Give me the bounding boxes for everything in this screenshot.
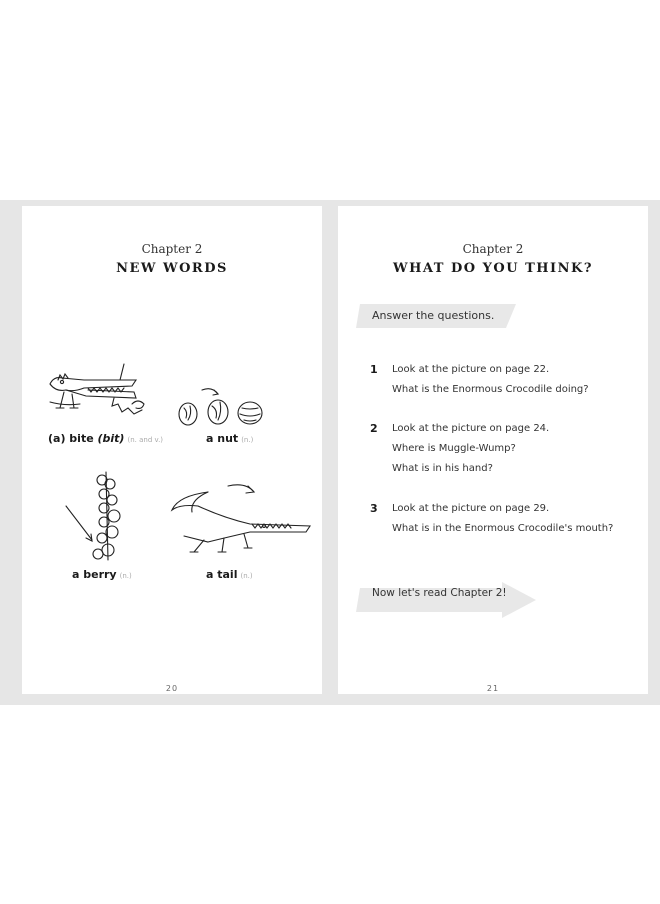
left-page-number: 20	[165, 684, 179, 693]
question-line: What is in the Enormous Crocodile's mouth?	[392, 523, 614, 534]
question-line: What is the Enormous Crocodile doing?	[392, 384, 589, 395]
question-line: What is in his hand?	[392, 463, 493, 474]
word-caption	[48, 432, 163, 445]
question-line: Look at the picture on page 22.	[392, 364, 550, 375]
right-page	[338, 206, 648, 694]
question-line: Where is Muggle-Wump?	[392, 443, 516, 454]
instruction-text: Answer the questions.	[372, 309, 495, 322]
question-number: 2	[370, 422, 378, 435]
right-page-title: WHAT DO YOU THINK?	[393, 261, 593, 276]
pronunciation-text: (bit)	[97, 432, 125, 445]
question-line: Look at the picture on page 24.	[392, 423, 550, 434]
word-text: a nut	[206, 432, 239, 445]
left-chapter-label: Chapter 2	[141, 242, 203, 256]
left-page	[22, 206, 322, 694]
left-page-title: NEW WORDS	[116, 261, 228, 276]
right-chapter-label: Chapter 2	[462, 242, 524, 256]
part-of-speech: (n.)	[240, 572, 253, 580]
word-caption	[206, 432, 253, 445]
next-chapter-text: Now let's read Chapter 2!	[372, 587, 507, 599]
nut-illustration	[174, 384, 274, 432]
question-number: 3	[370, 502, 378, 515]
bite-illustration	[44, 358, 156, 428]
word-caption	[72, 568, 132, 581]
word-text: a tail	[206, 568, 238, 581]
part-of-speech: (n. and v.)	[127, 436, 164, 444]
word-caption	[206, 568, 253, 581]
part-of-speech: (n.)	[241, 436, 254, 444]
right-page-number: 21	[486, 684, 500, 693]
question-number: 1	[370, 363, 378, 376]
book-spread	[0, 200, 660, 705]
word-text: (a) bite	[48, 432, 98, 445]
word-text: a berry	[72, 568, 117, 581]
question-line: Look at the picture on page 29.	[392, 503, 550, 514]
part-of-speech: (n.)	[119, 572, 132, 580]
berry-illustration	[60, 470, 140, 566]
tail-illustration	[164, 476, 314, 562]
